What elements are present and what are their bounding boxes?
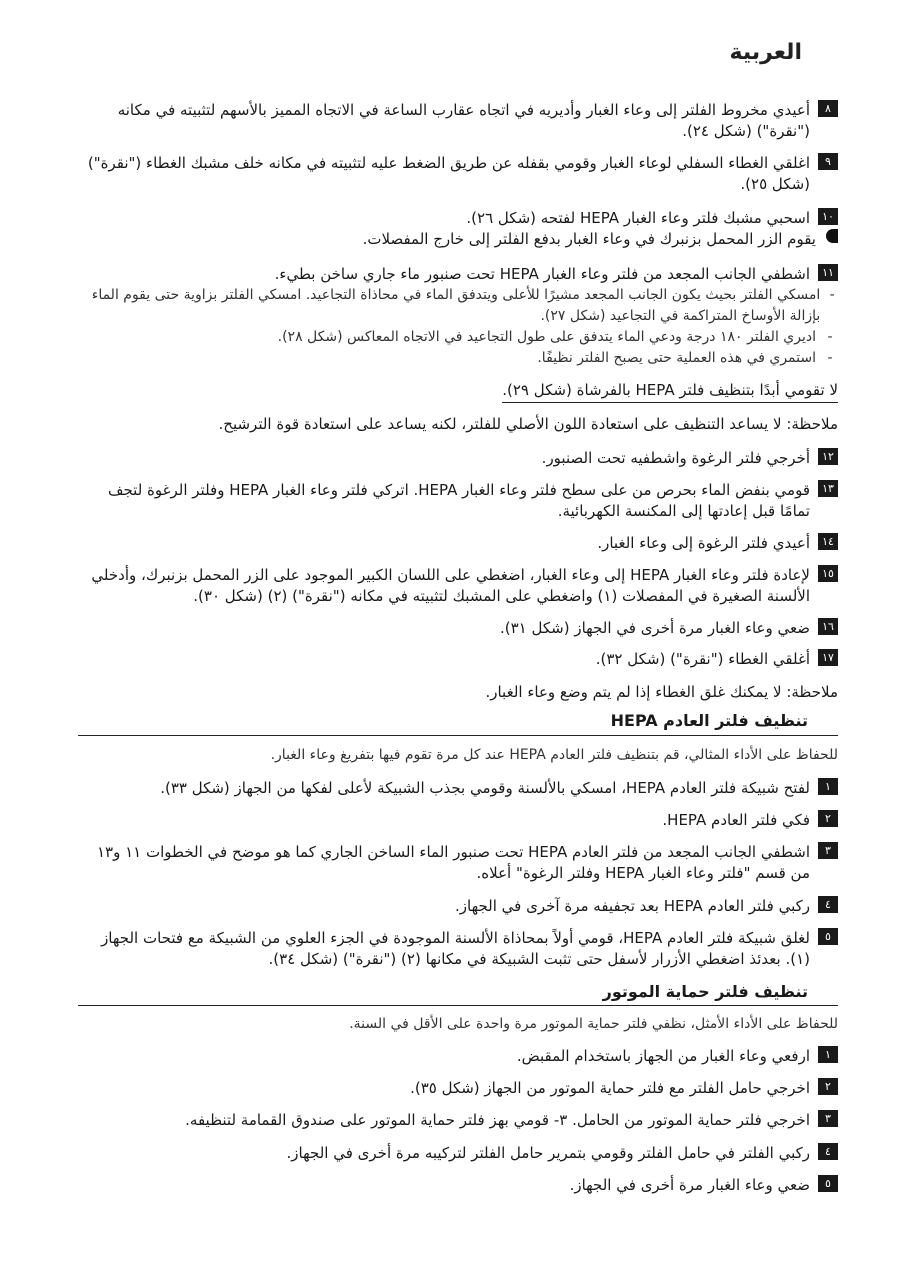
step-text: اسحبي مشبك فلتر وعاء الغبار HEPA لفتحه (شكل ٢٦). <box>466 209 810 227</box>
step-number-badge: ١٥ <box>818 565 838 582</box>
step-number-badge: ١٢ <box>818 448 838 465</box>
step-number-badge: ٤ <box>818 896 838 913</box>
step-11 <box>78 264 838 369</box>
step-8 <box>78 100 838 142</box>
step-16: ١٦ ضعي وعاء الغبار مرة أخرى في الجهاز (شكل ٣١). <box>78 618 838 639</box>
step-text: اغلقي الغطاء السفلي لوعاء الغبار وقومي بقفله عن طريق الضغط عليه لتثبيته في مكانه خلف مشبك الغطاء ("نقرة") (شكل ٢٥). <box>87 154 810 193</box>
motor-step-4: ٤ ركبي الفلتر في حامل الفلتر وقومي بتمرير حامل الفلتر لتركيبه مرة أخرى في الجهاز. <box>78 1143 838 1164</box>
step-number-badge: ١١ <box>818 264 838 281</box>
note-1: ملاحظة: لا يساعد التنظيف على استعادة اللون الأصلي للفلتر، لكنه يساعد على استعادة قوة الترشيح. <box>218 415 838 433</box>
dash-icon: - <box>827 329 833 345</box>
dash-icon: - <box>829 287 835 303</box>
step-number-badge: ٢ <box>818 1078 838 1095</box>
step-text: اشطفي الجانب المجعد من فلتر وعاء الغبار HEPA تحت صنبور ماء جاري ساخن بطيء. <box>274 265 810 283</box>
step-13: ١٣ قومي بنفض الماء بحرص من على سطح فلتر وعاء الغبار HEPA. اتركي فلتر وعاء الغبار HEPA وفلتر الرغوة لتجف تمامًا قبل إعادتها إلى المكنسة الكهربائية. <box>78 480 838 522</box>
step-number-badge: ٣ <box>818 842 838 859</box>
dash-icon: - <box>827 350 833 366</box>
motor-step-3: ٣ اخرجي فلتر حماية الموتور من الحامل. ٣- قومي بهز فلتر حماية الموتور على صندوق القمامة لتنظيفه. <box>78 1110 838 1131</box>
bullet-note: يقوم الزر المحمل بزنبرك في وعاء الغبار بدفع الفلتر إلى خارج المفصلات. <box>362 230 816 248</box>
hepa-step-1: ١ لفتح شبيكة فلتر العادم HEPA، امسكي بالألسنة وقومي بجذب الشبيكة لأعلى لفكها من الجهاز (شكل ٣٣). <box>78 778 838 799</box>
step-number-badge: ٣ <box>818 1110 838 1127</box>
step-number-badge: ١ <box>818 1046 838 1063</box>
motor-step-1: ١ ارفعي وعاء الغبار من الجهاز باستخدام المقبض. <box>78 1046 838 1067</box>
warning-line <box>78 380 838 403</box>
section-divider <box>78 1005 838 1006</box>
dash-item: - استمري في هذه العملية حتى يصبح الفلتر نظيفًا. <box>78 348 838 369</box>
warning-text: لا تقومي أبدًا بتنظيف فلتر HEPA بالفرشاة (شكل ٢٩). <box>502 380 838 403</box>
motor-step-2: ٢ اخرجي حامل الفلتر مع فلتر حماية الموتور من الجهاز (شكل ٣٥). <box>78 1078 838 1099</box>
hepa-step-4: ٤ ركبي فلتر العادم HEPA بعد تجفيفه مرة آخرى في الجهاز. <box>78 896 838 917</box>
dash-item: - امسكي الفلتر بحيث يكون الجانب المجعد مشيرًا للأعلى ويتدفق الماء في محاذاة التجاعيد. امسكي الفلتر بزاوية حتى يقوم الماء بإزالة الأوساخ المتراكمة في التجاعيد (شكل ٢٧). <box>78 285 838 327</box>
hepa-step-3: ٣ اشطفي الجانب المجعد من فلتر العادم HEPA تحت صنبور الماء الساخن الجاري كما هو موضح في الخطوات ١١ و١٣ من قسم "فلتر وعاء الغبار HEPA وفلتر الرغوة" أعلاه. <box>78 842 838 884</box>
dash-item: - اديري الفلتر ١٨٠ درجة ودعي الماء يتدفق على طول التجاعيد في الاتجاه المعاكس (شكل ٢٨). <box>78 327 838 348</box>
step-number-badge: ٥ <box>818 928 838 945</box>
note-2: ملاحظة: لا يمكنك غلق الغطاء إذا لم يتم وضع وعاء الغبار. <box>485 683 838 701</box>
step-12: ١٢ أخرجي فلتر الرغوة واشطفيه تحت الصنبور. <box>78 448 838 469</box>
section-title-hepa: تنظيف فلتر العادم HEPA <box>610 711 808 730</box>
step-15: ١٥ لإعادة فلتر وعاء الغبار HEPA إلى وعاء الغبار، اضغطي على اللسان الكبير الموجود على الزر المحمل بزنبرك، وأدخلي الألسنة الصغيرة في المفصلات (١) واضغطي على المشبك لتثبيته في مكانه ("نقرة") (٢) (شكل ٣٠). <box>78 565 838 607</box>
step-10 <box>78 208 838 250</box>
step-text: أعيدي مخروط الفلتر إلى وعاء الغبار وأديريه في اتجاه عقارب الساعة في الاتجاه المميز بالأسهم لتثبيته في مكانه ("نقرة") (شكل ٢٤). <box>117 101 810 140</box>
step-number-badge: ١٧ <box>818 649 838 666</box>
section-divider <box>78 735 838 736</box>
bullet-icon <box>826 229 838 243</box>
motor-step-5: ٥ ضعي وعاء الغبار مرة أخرى في الجهاز. <box>78 1175 838 1196</box>
section-intro-hepa: للحفاظ على الأداء المثالي، قم بتنظيف فلتر العادم HEPA عند كل مرة تقوم فيها بتفريغ وعاء الغبار. <box>270 747 838 763</box>
step-9 <box>78 153 838 195</box>
language-title: العربية <box>729 40 802 65</box>
step-number-badge: ٤ <box>818 1143 838 1160</box>
step-14: ١٤ أعيدي فلتر الرغوة إلى وعاء الغبار. <box>78 533 838 554</box>
step-number-badge: ١ <box>818 778 838 795</box>
hepa-step-5: ٥ لغلق شبيكة فلتر العادم HEPA، قومي أولاً بمحاذاة الألسنة الموجودة في الجزء العلوي من الشبيكة مع فتحات الجهاز (١). بعدئذ اضغطي الأزرار لأسفل حتى تثبت الشبيكة في مكانها (٢) ("نقرة") (شكل ٣٤). <box>78 928 838 970</box>
step-number-badge: ٩ <box>818 153 838 170</box>
section-intro-motor: للحفاظ على الأداء الأمثل، نظفي فلتر حماية الموتور مرة واحدة على الأقل في السنة. <box>349 1016 838 1032</box>
step-number-badge: ١٠ <box>818 208 838 225</box>
step-number-badge: ٥ <box>818 1175 838 1192</box>
step-number-badge: ١٣ <box>818 480 838 497</box>
section-title-motor: تنظيف فلتر حماية الموتور <box>602 982 808 1001</box>
step-number-badge: ٢ <box>818 810 838 827</box>
hepa-step-2: ٢ فكي فلتر العادم HEPA. <box>78 810 838 831</box>
step-number-badge: ٨ <box>818 100 838 117</box>
step-17: ١٧ أغلقي الغطاء ("نقرة") (شكل ٣٢). <box>78 649 838 670</box>
step-number-badge: ١٤ <box>818 533 838 550</box>
step-number-badge: ١٦ <box>818 618 838 635</box>
